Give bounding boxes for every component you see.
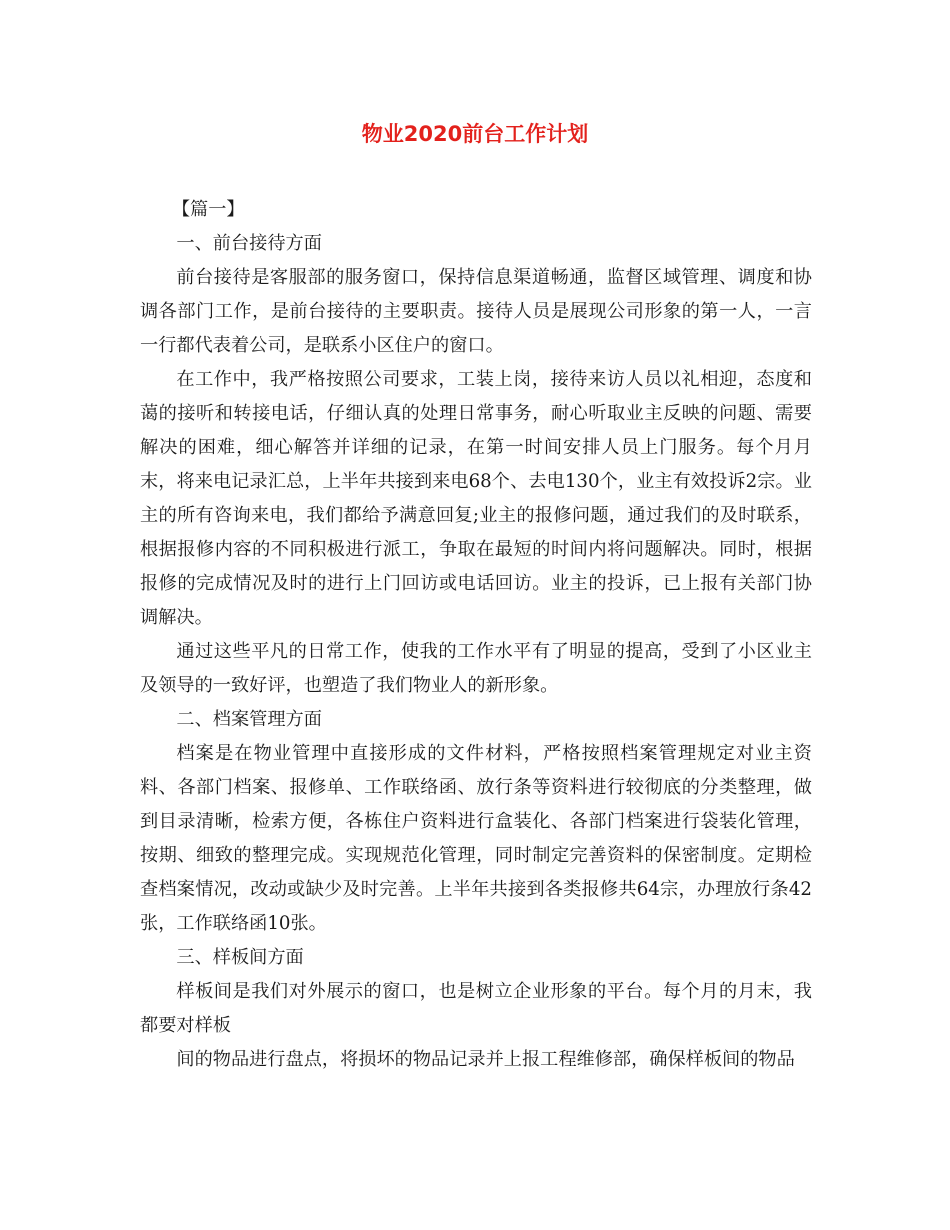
- body-paragraph: 样板间是我们对外展示的窗口，也是树立企业形象的平台。每个月的月末，我都要对样板: [140, 981, 812, 1036]
- section-marker: 【篇一】: [171, 199, 245, 220]
- document-title: 物业2020前台工作计划: [361, 122, 589, 146]
- document-body: [140, 193, 812, 1077]
- section-heading-reception: 一、前台接待方面: [176, 233, 322, 254]
- section-heading-archives: 二、档案管理方面: [176, 709, 322, 730]
- body-paragraph: 通过这些平凡的日常工作，使我的工作水平有了明显的提高，受到了小区业主及领导的一致好评，也塑造了我们物业人的新形象。: [140, 641, 812, 696]
- section-heading-showroom: 三、样板间方面: [176, 947, 304, 968]
- body-paragraph: 档案是在物业管理中直接形成的文件材料，严格按照档案管理规定对业主资料、各部门档案、报修单、工作联络函、放行条等资料进行较彻底的分类整理，做到目录清晰，检索方便，各栋住户资料进行盒装化、各部门档案进行袋装化管理，按期、细致的整理完成。实现规范化管理，同时制定完善资料的保密制度。定期检查档案情况，改动或缺少及时完善。上半年共接到各类报修共64宗，办理放行条42张，工作联络函10张。: [140, 743, 812, 934]
- body-paragraph: 在工作中，我严格按照公司要求，工装上岗，接待来访人员以礼相迎，态度和蔼的接听和转接电话，仔细认真的处理日常事务，耐心听取业主反映的问题、需要解决的困难，细心解答并详细的记录，在第一时间安排人员上门服务。每个月月末，将来电记录汇总，上半年共接到来电68个、去电130个，业主有效投诉2宗。业主的所有咨询来电，我们都给予满意回复;业主的报修问题，通过我们的及时联系，根据报修内容的不同积极进行派工，争取在最短的时间内将问题解决。同时，根据报修的完成情况及时的进行上门回访或电话回访。业主的投诉，已上报有关部门协调解决。: [140, 369, 812, 628]
- body-paragraph: 前台接待是客服部的服务窗口，保持信息渠道畅通，监督区域管理、调度和协调各部门工作，是前台接待的主要职责。接待人员是展现公司形象的第一人，一言一行都代表着公司，是联系小区住户的窗口。: [140, 267, 812, 356]
- body-paragraph: 间的物品进行盘点，将损坏的物品记录并上报工程维修部，确保样板间的物品: [176, 1049, 795, 1070]
